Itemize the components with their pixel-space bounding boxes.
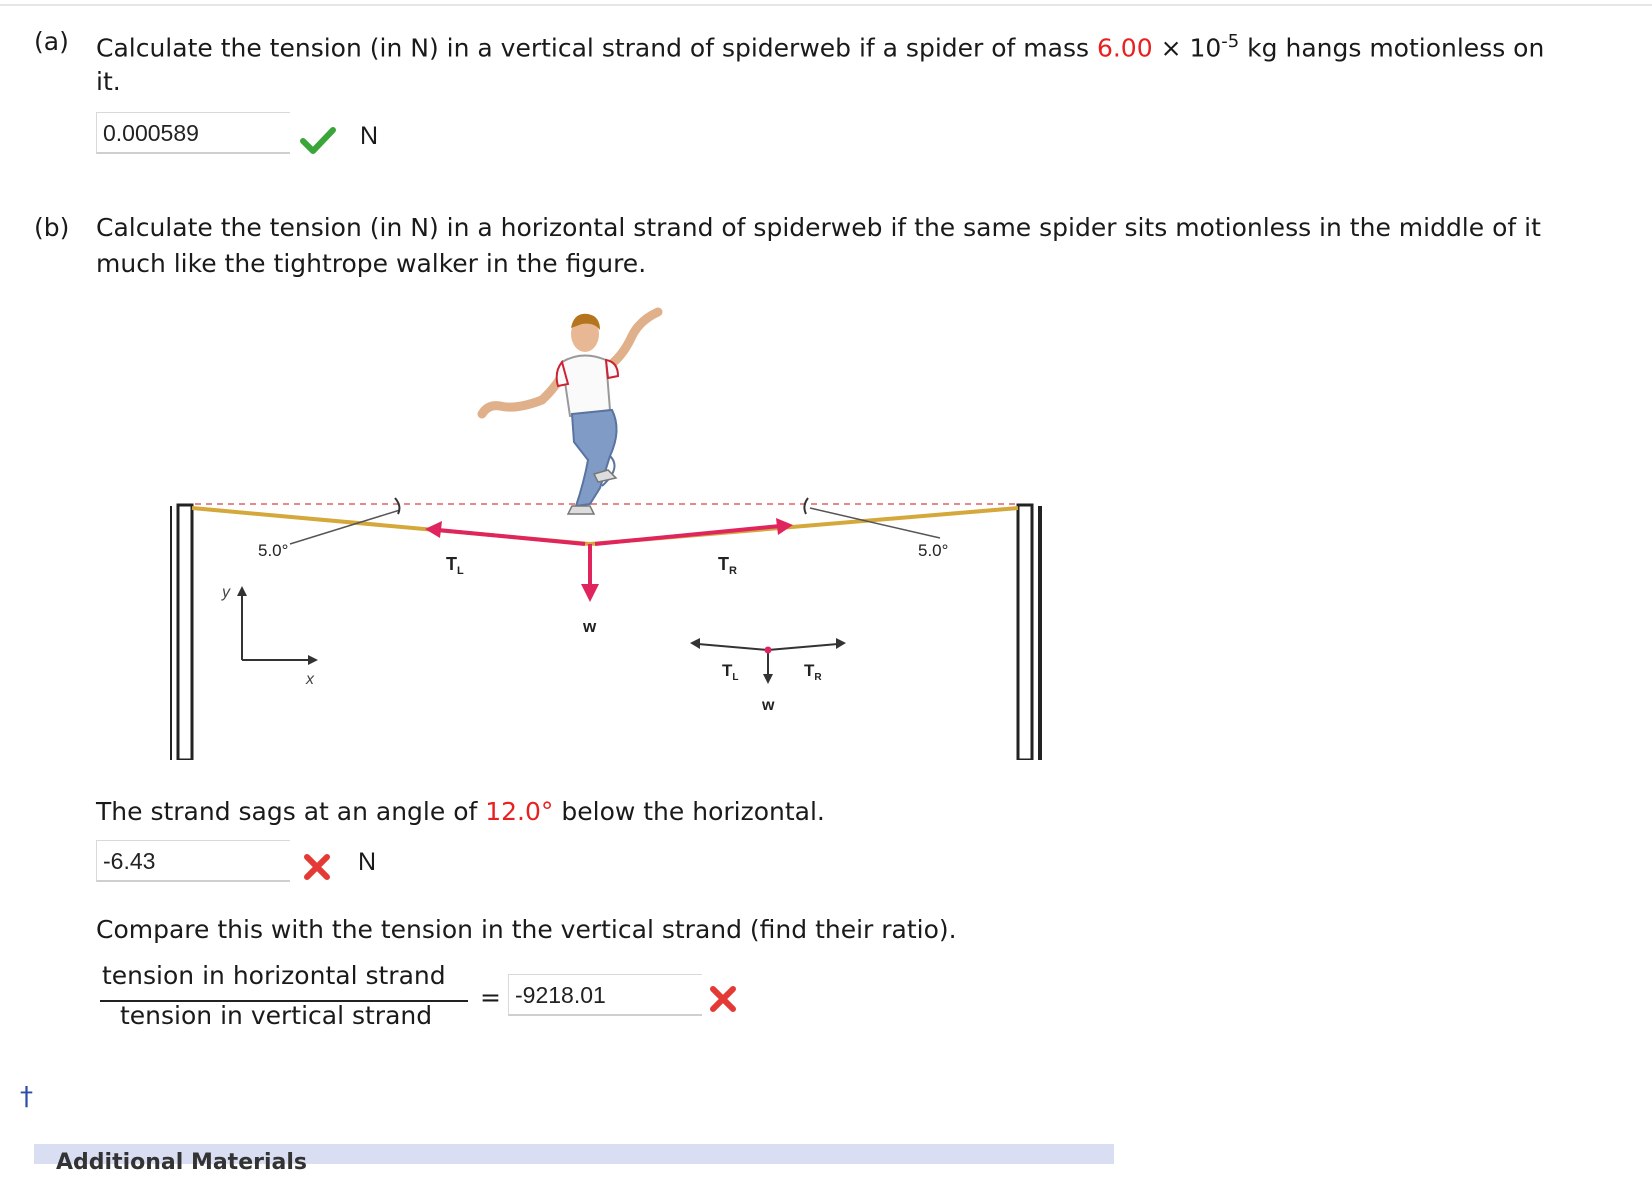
fbd-tension-left-label: $T_L$ <box>722 661 739 683</box>
tightrope-walker <box>482 312 658 514</box>
tightrope <box>192 508 1018 544</box>
part-b-answer-input[interactable]: -6.43 <box>96 840 290 882</box>
part-a-unit: N <box>360 122 379 150</box>
sag-angle-value: 12.0° <box>485 797 554 826</box>
tension-right-label: $T_R$ <box>718 554 737 577</box>
times-ten: × 10 <box>1152 33 1222 63</box>
coordinate-axes <box>237 586 318 665</box>
part-b-unit: N <box>358 848 377 876</box>
axis-y-label: y <box>222 584 230 601</box>
mass-exponent: -5 <box>1221 31 1240 52</box>
part-a-answer-input[interactable]: 0.000589 <box>96 112 290 154</box>
tension-vectors <box>425 518 793 602</box>
sag-text-2: below the horizontal. <box>553 797 825 826</box>
compare-text: Compare this with the tension in the vertical strand (find their ratio). <box>96 915 957 944</box>
panel-title: Additional Materials <box>56 1150 307 1175</box>
part-a-text-2: kg hangs motionless on <box>1239 33 1545 63</box>
axis-x-label: x <box>306 671 314 688</box>
right-pole <box>1018 505 1032 760</box>
part-b-label: (b) <box>34 213 70 242</box>
fbd-weight-label: w <box>762 697 775 714</box>
equals-sign: = <box>480 983 501 1012</box>
tightrope-figure <box>170 300 1050 760</box>
spider-mass-value: 6.00 <box>1096 33 1153 63</box>
fbd-tension-right-label: $T_R$ <box>804 661 822 683</box>
sag-text-1: The strand sags at an angle of <box>96 797 486 826</box>
additional-materials-panel[interactable] <box>34 1144 1114 1175</box>
ratio-denominator: tension in vertical strand <box>120 1001 433 1030</box>
ratio-answer-input[interactable]: -9218.01 <box>508 974 702 1016</box>
cross-icon <box>708 984 738 1014</box>
left-pole <box>178 505 192 760</box>
footnote-dagger: † <box>20 1082 33 1112</box>
part-b-question-line2: much like the tightrope walker in the figure. <box>96 249 647 278</box>
weight-label: w <box>583 617 597 636</box>
free-body-diagram <box>690 638 846 684</box>
checkmark-icon <box>300 126 336 154</box>
part-a-text-1: Calculate the tension (in N) in a vertical strand of spiderweb if a spider of mass <box>96 33 1097 63</box>
part-b-question-line1: Calculate the tension (in N) in a horizontal strand of spiderweb if the same spider sits motionless in the middle of it <box>96 213 1541 242</box>
tension-left-label: $T_L$ <box>446 554 464 577</box>
ratio-numerator: tension in horizontal strand <box>102 961 446 990</box>
cross-icon <box>302 852 332 882</box>
part-a-question <box>34 24 1634 63</box>
part-a-text-3: it. <box>96 67 121 96</box>
top-divider <box>0 4 1652 6</box>
part-a-label: (a) <box>34 27 69 56</box>
angle-left-label: 5.0° <box>258 541 289 560</box>
sag-angle-text <box>96 794 825 830</box>
angle-right-label: 5.0° <box>918 541 949 560</box>
